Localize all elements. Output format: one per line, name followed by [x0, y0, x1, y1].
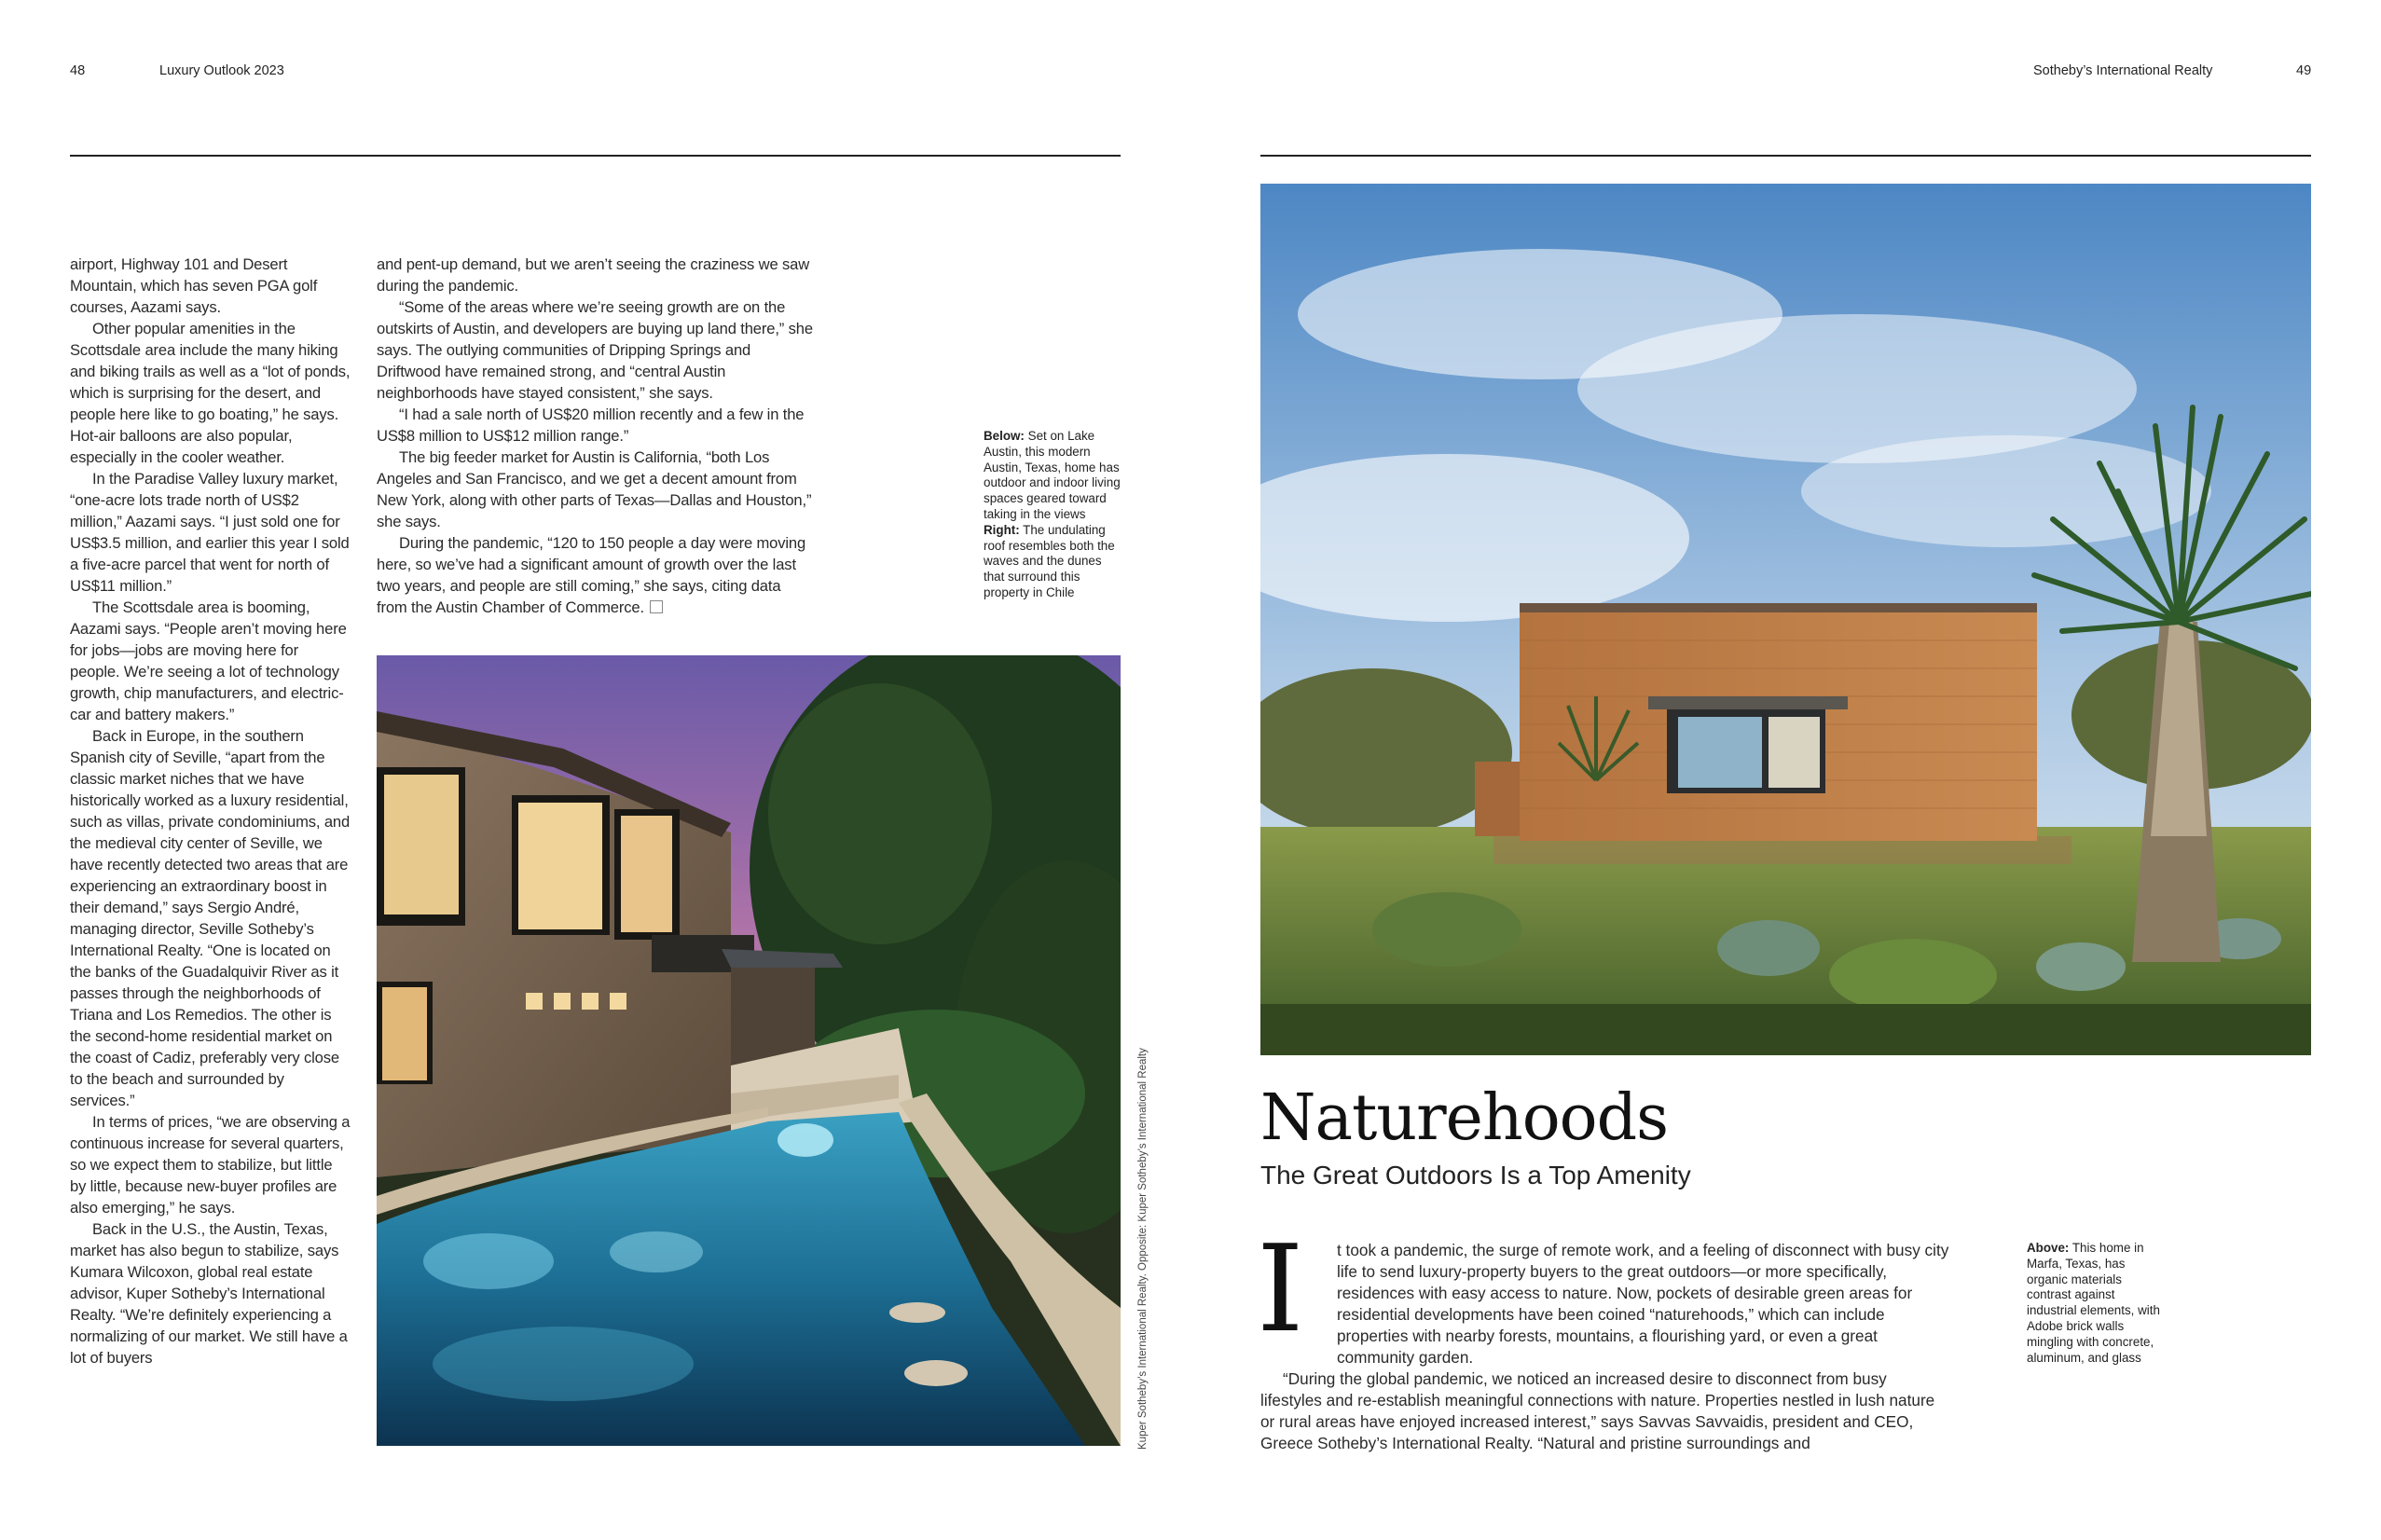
paragraph: and pent-up demand, but we aren’t seeing the craziness we saw during the pandemic. [377, 255, 810, 295]
paragraph-last [377, 532, 815, 618]
paragraph: In the Paradise Valley luxury market, “one-acre lots trade north of US$2 million,” Aazami says. “I just sold one for US$3.5 million, and earlier this year I sold a five-acre parcel that went for north of US$11 million.” [70, 470, 350, 595]
paragraph: Back in Europe, in the southern Spanish city of Seville, “apart from the classic market niches that we have historically worked as a luxury residential, such as villas, private condominiums, and the medieval city center of Seville, we have recently detected two areas that are experiencing an extraordinary boost in their demand,” says Sergio André, managing director, Seville Sotheby’s International Realty. “One is located on the banks of the Guadalquivir River as it passes through the neighborhoods of Triana and Los Remedios. The other is the second-home residential market on the coast of Cadiz, preferably very close to the beach and surrounded by services.” [70, 727, 351, 1109]
right-running-head: Sotheby’s International Realty [2033, 63, 2213, 78]
austin-pool-house-illustration [377, 655, 1121, 1446]
left-header-rule [70, 155, 1121, 157]
caption-text-above: This home in Marfa, Texas, has organic materials contrast against industrial elements, with Adobe brick walls mingling with concrete, aluminum, and glass [2027, 1241, 2160, 1365]
caption-left [984, 429, 1123, 601]
feature-lead-paragraph: t took a pandemic, the surge of remote work, and a feeling of disconnect with busy city life to send luxury-property buyers to the great outdoors—or more specifically, residences with easy access to nature. Now, pockets of desirable green areas for residential developments have been coined “naturehoods,” which can include properties with nearby forests, mountains, a flourishing yard, or even a great community garden. [1337, 1241, 1949, 1367]
drop-cap: I [1257, 1220, 1304, 1359]
article-column-2 [377, 254, 815, 618]
caption-text-right: The undulating roof resembles both the waves and the dunes that surround this property in Chile [984, 522, 1115, 599]
feature-headline: Naturehoods [1260, 1081, 1669, 1155]
paragraph: In terms of prices, “we are observing a continuous increase for several quarters, so we expect them to stabilize, but little by little, because new-buyer profiles are also emerging,” he says. [70, 1113, 351, 1217]
feature-paragraph-2: “During the global pandemic, we noticed an increased desire to disconnect from busy lifestyles and re-establish meaningful connections with nature. Properties nestled in lush nature or rural areas have enjoyed increased interest,” says Savvas Savvaidis, president and CEO, Greece Sotheby’s International Realty. “Natural and pristine surroundings and [1260, 1369, 1935, 1452]
feature-deck: The Great Outdoors Is a Top Amenity [1260, 1161, 1691, 1189]
caption-label-right: Right: [984, 522, 1020, 537]
left-page-number: 48 [70, 63, 86, 78]
paragraph: “I had a sale north of US$20 million recently and a few in the US$8 million to US$12 million range.” [377, 406, 805, 445]
photo-credit: Kuper Sotheby’s International Realty. Opposite: Kuper Sotheby’s International Realty [1137, 1048, 1149, 1450]
paragraph: airport, Highway 101 and Desert Mountain, which has seven PGA golf courses, Aazami says. [70, 255, 318, 316]
paragraph: “Some of the areas where we’re seeing growth are on the outskirts of Austin, and developers are buying up land there,” she says. The outlying communities of Dripping Springs and Driftwood have remained strong, and “central Austin neighborhoods have stayed consistent,” she says. [377, 298, 813, 402]
austin-pool-house-photo [377, 655, 1121, 1446]
marfa-adobe-house-illustration [1260, 184, 2311, 1055]
right-page-number: 49 [2296, 63, 2312, 78]
left-running-head: Luxury Outlook 2023 [159, 63, 284, 78]
caption-label-above: Above: [2027, 1241, 2070, 1255]
paragraph-text: During the pandemic, “120 to 150 people a day were moving here, so we’ve had a significant amount of growth over the last two years, and people are still coming,” she says, citing data from the Austin Chamber of Commerce. [377, 534, 806, 616]
article-column-1 [70, 254, 351, 1368]
paragraph: The big feeder market for Austin is California, “both Los Angeles and San Francisco, and we get a decent amount from New York, along with other parts of Texas—Dallas and Houston,” she says. [377, 448, 812, 530]
right-header-rule [1260, 155, 2311, 157]
caption-text-below: Set on Lake Austin, this modern Austin, Texas, home has outdoor and indoor living spaces geared toward taking in the views [984, 429, 1121, 521]
end-mark-icon [650, 600, 663, 613]
paragraph: The Scottsdale area is booming, Aazami says. “People aren’t moving here for jobs—jobs are moving here for people. We’re seeing a lot of technology growth, chip manufacturers, and electric-car and battery makers.” [70, 598, 347, 723]
paragraph: Back in the U.S., the Austin, Texas, market has also begun to stabilize, says Kumara Wilcoxon, global real estate advisor, Kuper Sotheby’s International Realty. “We’re definitely experiencing a normalizing of our market. We still have a lot of buyers [70, 1220, 348, 1367]
caption-label-below: Below: [984, 429, 1025, 443]
caption-right [2027, 1241, 2167, 1366]
marfa-adobe-house-photo [1260, 184, 2311, 1055]
paragraph: Other popular amenities in the Scottsdale area include the many hiking and biking trails as well as a “lot of ponds, which is surprising for the desert, and people here like to go boating,” he says. Hot-air balloons are also popular, especially in the cooler weather. [70, 320, 351, 466]
